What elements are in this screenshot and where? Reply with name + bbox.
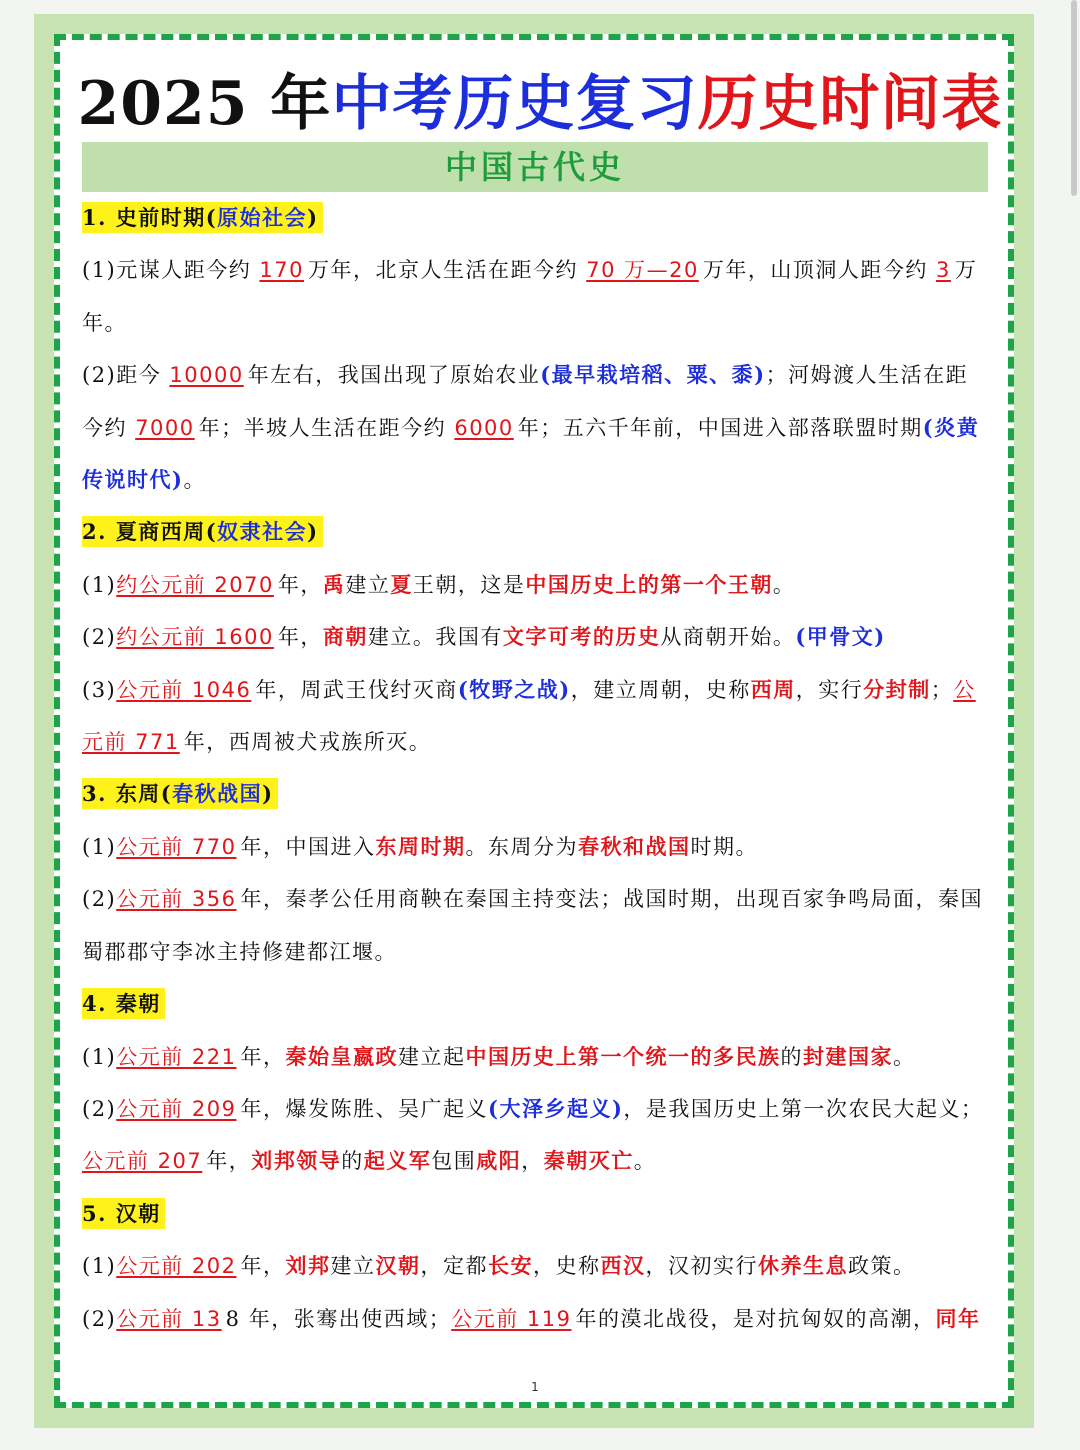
title-timeline: 历史时间表 xyxy=(697,69,1003,139)
page-number: 1 xyxy=(531,1380,539,1394)
paragraph-s2-3: (3)公元前 1046 年，周武王伐纣灭商(牧野之战)，建立周朝，史称西周，实行分封制；公元前 771 年，西周被犬戎族所灭。 xyxy=(82,676,976,755)
title-subject: 中考历史复习 xyxy=(331,69,698,139)
paragraph-s1-1: (1)元谋人距今约 170 万年，北京人生活在距今约 70 万—20 万年，山顶洞人距今约 3 万年。 xyxy=(82,258,978,335)
paragraph-s3-1: (1)公元前 770 年，中国进入东周时期。东周分为春秋和战国时期。 xyxy=(82,833,759,859)
paragraph-s1-2: (2)距今 10000 年左右，我国出现了原始农业(最早栽培稻、粟、黍)；河姆渡人生活在距今约 7000 年；半坡人生活在距今约 6000 年；五六千年前，中国进入部落联盟时期(炎黄传说时代)。 xyxy=(82,362,980,493)
heading-han: 5. 汉朝 xyxy=(82,1188,990,1240)
paragraph-s2-2: (2)约公元前 1600 年，商朝建立。我国有文字可考的历史从商朝开始。(甲骨文) xyxy=(82,624,886,650)
heading-xia-shang-zhou: 2. 夏商西周(奴隶社会) xyxy=(82,506,990,558)
paragraph-s3-2: (2)公元前 356 年，秦孝公任用商鞅在秦国主持变法；战国时期，出现百家争鸣局面，秦国蜀郡郡守李冰主持修建都江堰。 xyxy=(82,887,984,964)
paragraph-s4-1: (1)公元前 221 年，秦始皇嬴政建立起中国历史上第一个统一的多民族的封建国家。 xyxy=(82,1043,916,1069)
heading-prehistoric: 1. 史前时期(原始社会) xyxy=(82,192,990,244)
heading-qin: 4. 秦朝 xyxy=(82,978,990,1030)
paragraph-s5-2: (2)公元前 13 8 年，张骞出使西域；公元前 119 年的漠北战役，是对抗匈奴的高潮，同年 xyxy=(82,1305,981,1331)
title-year: 2025 年 xyxy=(77,69,332,139)
paragraph-s5-1: (1)公元前 202 年，刘邦建立汉朝，定都长安，史称西汉，汉初实行休养生息政策。 xyxy=(82,1253,916,1279)
document-body xyxy=(82,192,990,1345)
heading-eastern-zhou: 3. 东周(春秋战国) xyxy=(82,768,990,820)
document-title xyxy=(0,64,1080,144)
section-banner: 中国古代史 xyxy=(82,142,988,192)
paragraph-s4-2: (2)公元前 209 年，爆发陈胜、吴广起义(大泽乡起义)，是我国历史上第一次农民大起义；公元前 207 年，刘邦领导的起义军包围咸阳，秦朝灭亡。 xyxy=(82,1095,984,1174)
paragraph-s2-1: (1)约公元前 2070 年，禹建立夏王朝，这是中国历史上的第一个王朝。 xyxy=(82,571,796,597)
